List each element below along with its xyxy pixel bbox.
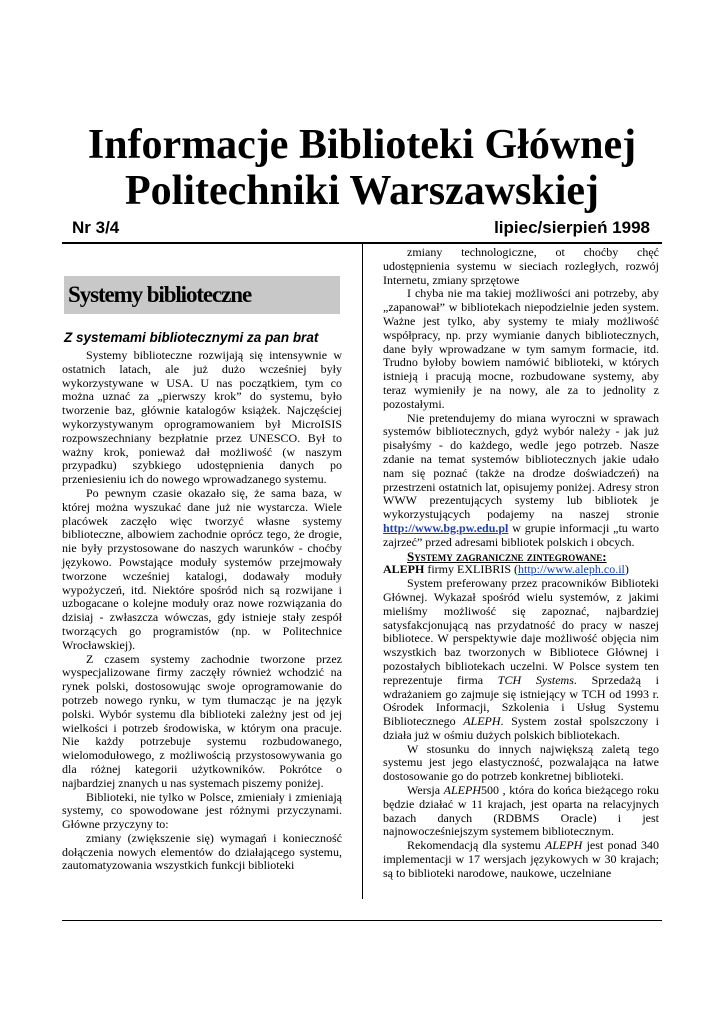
aleph-firm: firmy EXLIBRIS ( bbox=[427, 562, 518, 577]
paragraph: Po pewnym czasie okazało się, że sama baza, w której można wyszukać dane już nie wystarcza. Wiele placówek zaczęło więc tworzyć własne systemy biblioteczne, albowiem zachodnie oprócz tego, że drogie, nie były przystosowane do naszych warunków - choćby językowo. Powstające moduły systemów przejmowały tworzone wcześniej katalogi, dodawały moduły wypożyczeń, itd. Niektóre spośród nich są rozwijane i uzbogacane o kolejne moduły oraz nowe rozwiązania do dzisiaj - zwłaszcza wówczas, gdy istnieje stały zespół tworzących go programistów (np. w Politechnice Wrocławskiej). bbox=[62, 485, 342, 652]
paragraph-text: Nie pretendujemy do miana wyroczni w sprawach systemów bibliotecznych, gdyż wybór należy - jak już pisałyśmy - do każdego, wedle jego potrzeb. Nasze zdanie na temat systemów bibliotecznych jakie udało nam się poznać (także na drodze doświadczeń) na przestrzeni ostatnich lat, opisujemy poniżej. Adresy stron WWW prezentujących systemy lub bibliotek je wykorzystujących podajemy na naszej stronie bbox=[383, 410, 659, 522]
paragraph: I chyba nie ma takiej możliwości ani potrzeby, aby „zapanował” w bibliotekach niepodzielnie jeden system. Ważne jest tylko, aby systemy te miały możliwość współpracy, np. przy wymianie danych bibliotecznych, dane były wprowadzane w tym samym formacie, itd. Trudno byłoby bowiem namówić biblioteki, w których istnieją i pracują mocne, rozbudowane systemy, aby teraz wymieniły je na nowy, ale za to jednolity z pozostałymi. bbox=[383, 286, 659, 411]
aleph-close: ) bbox=[624, 562, 629, 577]
section-heading-foreign: Systemy zagraniczne zintegrowane: bbox=[407, 548, 607, 564]
bg-website-link[interactable]: http://www.bg.pw.edu.pl bbox=[383, 520, 509, 535]
aleph-italic: ALEPH bbox=[544, 838, 583, 853]
tch-systems: TCH Systems bbox=[497, 672, 574, 687]
aleph-intro bbox=[383, 563, 659, 577]
paragraph: W stosunku do innych największą zaletą tego systemu jest jego elastyczność, pozwalająca na łatwe dostosowanie go do potrzeb konkretnej biblioteki. bbox=[383, 741, 659, 784]
issue-date: lipiec/sierpień 1998 bbox=[494, 218, 650, 237]
paragraph-text: w grupie informacji „tu warto zajrzeć” przed adresami bibliotek polskich i obcych. bbox=[383, 520, 659, 549]
aleph-italic: ALEPH bbox=[443, 783, 481, 798]
masthead-line-1: Informacje Biblioteki Głównej bbox=[87, 122, 637, 168]
paragraph-text: . System został spolszczony i działa już w ośmiu dużych polskich bibliotekach. bbox=[383, 714, 659, 742]
masthead bbox=[60, 122, 664, 214]
issue-number: Nr 3/4 bbox=[72, 218, 120, 237]
paragraph bbox=[383, 412, 659, 550]
issue-bar bbox=[62, 218, 662, 244]
paragraph: Z czasem systemy zachodnie tworzone przez wyspecjalizowane firmy zaczęły również wchodzić na rynek polski, dostosowując swoje oprogramowanie do potrzeb nowego rynku, w tym tłumacząc je na język polski. Wybór systemu dla biblioteki zależny jest od jej wielkości i potrzeb środowiska, w którym ona pracuje. Nie każdy potrzebuje systemu rozbudowanego, wielomodułowego, z możliwością przystosowywania go dla różnej kategorii użytkowników. Pokrótce o najbardziej znanych u nas systemach piszemy poniżej. bbox=[62, 651, 342, 790]
paragraph: Biblioteki, nie tylko w Polsce, zmieniały i zmieniają systemy, co spowodowane jest różnymi przyczynami. Główne przyczyny to: bbox=[62, 789, 342, 832]
column-divider bbox=[362, 244, 363, 899]
section-title: Systemy biblioteczne bbox=[64, 276, 340, 314]
paragraph bbox=[383, 839, 659, 880]
article-title: Z systemami bibliotecznymi za pan brat bbox=[64, 330, 319, 345]
paragraph-text: System preferowany przez pracowników Biblioteki Głównej. Wykazał spośród wielu systemów, z jakimi mieliśmy możliwość się zapoznać, najbardziej satysfakcjonującą nas przydatność do pracy w naszej bibliotece. W perspektywie daje możliwość objęcia nim wszystkich baz tworzonych w Bibliotece Głównej i pozostałych bibliotekach uczelni. W Polsce system ten reprezentuje firma bbox=[383, 576, 659, 687]
paragraph: Systemy biblioteczne rozwijają się intensywnie w ostatnich latach, ale już dużo wcześniej były wykorzystywane w USA. U nas początkiem, tym co można uznać za „pierwszy krok” do systemu, było tworzenie baz, głównie katalogów książek. Najczęściej wykorzystywanym oprogramowaniem był MicroISIS rozpowszechniany bezpłatnie przez UNESCO. Był to ważny krok, ponieważ dał możliwość (w naszym przypadku) szybkiego udostępnienia danych po przeniesieniu ich do nowego wprowadzanego systemu. bbox=[62, 348, 342, 487]
aleph-italic: ALEPH bbox=[463, 714, 501, 729]
paragraph: zmiany technologiczne, ot choćby chęć udostępnienia systemu w sieciach rozległych, rozwój Internetu, zmiany sprzętowe bbox=[383, 245, 659, 287]
masthead-line-2: Politechniki Warszawskiej bbox=[124, 168, 600, 214]
paragraph-text: 500 , która do końca bieżącego roku będzie działać w 11 krajach, jest oparta na relacyjnych bazach danych (RDBMS Oracle) i jest najnowocześniejszym systemem bibliotecznym. bbox=[383, 783, 659, 839]
aleph-link[interactable]: http://www.aleph.co.il bbox=[518, 562, 625, 577]
paragraph-text: Rekomendacją dla systemu bbox=[407, 838, 541, 853]
paragraph bbox=[383, 784, 659, 839]
aleph-name: ALEPH bbox=[383, 562, 425, 577]
right-column bbox=[383, 246, 659, 881]
paragraph bbox=[383, 577, 659, 743]
paragraph-text: . Sprzedażą i wdrażaniem go zajmuje się istniejący w TCH od 1993 r. Ośrodek Informacji, Szkolenia i Usług Systemu Bibliotecznego bbox=[383, 672, 660, 729]
bottom-rule bbox=[62, 920, 662, 921]
paragraph: zmiany (zwiększenie się) wymagań i konieczność dołączenia nowych elementów do działającego systemu, zautomatyzowania wszystkich funkcji biblioteki bbox=[62, 830, 342, 873]
left-column bbox=[62, 349, 342, 873]
paragraph-text: Wersja bbox=[407, 783, 441, 798]
paragraph-text: jest ponad 340 implementacji w 17 wersjach językowych w 30 krajach; są to biblioteki narodowe, naukowe, uczelniane bbox=[383, 838, 660, 880]
